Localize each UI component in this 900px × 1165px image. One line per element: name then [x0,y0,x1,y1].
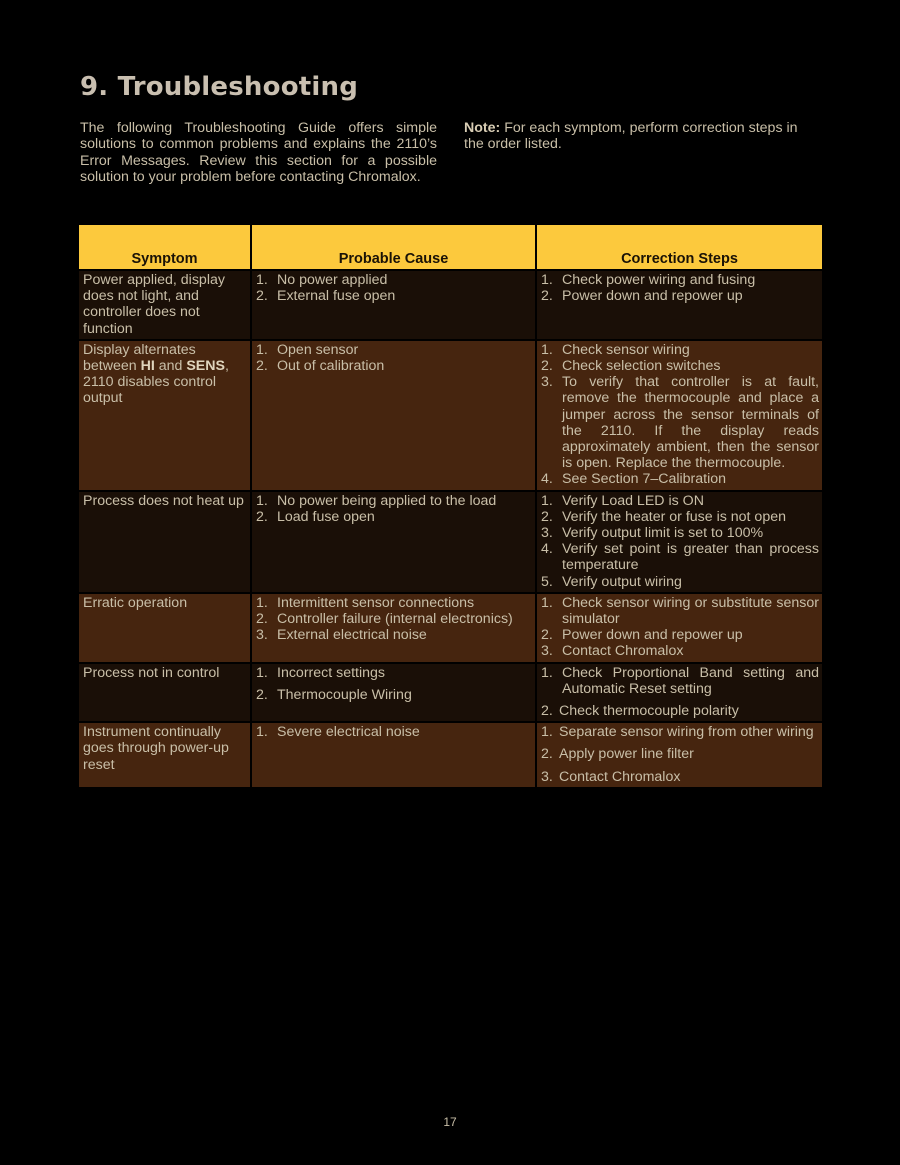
list-item: 4. Verify set point is greater than process temperature [541,541,819,574]
page-title: 9. Troubleshooting [80,72,359,102]
cause-cell [251,722,536,788]
cause-cell [251,340,536,491]
cause-cell [251,593,536,663]
list-item: 1. Separate sensor wiring from other wiring [541,724,814,741]
list-item: 2. Check thermocouple polarity [541,703,739,720]
list-item: 3. Verify output limit is set to 100% [541,525,764,542]
troubleshooting-table [79,225,822,789]
cause-cell [251,491,536,593]
list-item: 3. To verify that controller is at fault, remove the thermocouple and place a jumper across the sensor terminals of the 2110. If the display reads approximately ambient, then the sensor is open. Replace the thermocouple. [541,374,819,472]
list-item: 1. Check power wiring and fusing [541,272,756,288]
list-item: 2. Load fuse open [256,508,375,525]
table-row [79,593,822,663]
page-number: 17 [443,1115,457,1129]
list-item: 2. External fuse open [256,288,396,305]
table-row [79,663,822,723]
list-item: 2. Thermocouple Wiring [256,686,412,703]
steps-cell [536,593,822,663]
symptom-cell: Process does not heat up [79,491,251,593]
list-item: 1. Check sensor wiring or substitute sensor simulator [541,594,819,628]
header-correction-steps: Correction Steps [536,225,822,270]
list-item: 3. Contact Chromalox [541,643,684,660]
list-item: 5. Verify output wiring [541,573,682,590]
steps-cell [536,722,822,788]
symptom-cell: Erratic operation [79,593,251,663]
steps-cell [536,270,822,340]
cause-cell [251,270,536,340]
list-item: 2. Out of calibration [256,358,385,375]
list-item: 2. Check selection switches [541,358,721,375]
symptom-cell: Power applied, display does not light, and controller does not function [79,270,251,340]
list-item: 4. See Section 7–Calibration [541,471,727,488]
list-item: 2. Controller failure (internal electronics) [256,611,513,628]
list-item: 1. Check sensor wiring [541,341,690,358]
note-paragraph [464,120,821,153]
list-item: 2. Apply power line filter [541,746,694,763]
table-row [79,340,822,491]
list-item: 1. Intermittent sensor connections [256,594,475,611]
list-item: 3. External electrical noise [256,627,427,644]
steps-cell [536,340,822,491]
list-item: 2. Power down and repower up [541,627,743,644]
list-item: 1. Severe electrical noise [256,724,420,741]
list-item: 1. Verify Load LED is ON [541,492,704,509]
list-item: 1. Check Proportional Band setting and Automatic Reset setting [541,664,819,697]
header-symptom: Symptom [79,225,251,270]
list-item: 1. No power being applied to the load [256,492,497,509]
intro-paragraph: The following Troubleshooting Guide offers simple solutions to common problems and explains the 2110’s Error Messages. Review this section for a possible solution to your problem before contacting Chromalox. [80,120,437,185]
table-header-row [79,225,822,270]
list-item: 3. Contact Chromalox [541,768,681,785]
steps-cell [536,663,822,723]
table-row [79,270,822,340]
table-row [79,722,822,788]
list-item: 1. Incorrect settings [256,664,386,681]
cause-cell [251,663,536,723]
list-item: 2. Verify the heater or fuse is not open [541,508,786,525]
steps-cell [536,491,822,593]
note-label: Note: [464,120,501,136]
symptom-cell: Instrument continually goes through power-up reset [79,722,251,788]
list-item: 1. No power applied [256,272,388,288]
header-probable-cause: Probable Cause [251,225,536,270]
symptom-cell: Process not in control [79,663,251,723]
note-text: For each symptom, perform correction steps in the order listed. [464,120,798,153]
list-item: 1. Open sensor [256,341,359,358]
list-item: 2. Power down and repower up [541,288,743,305]
symptom-cell: Display alternates between HI and SENS, 2110 disables control output [79,340,251,491]
table-row [79,491,822,593]
